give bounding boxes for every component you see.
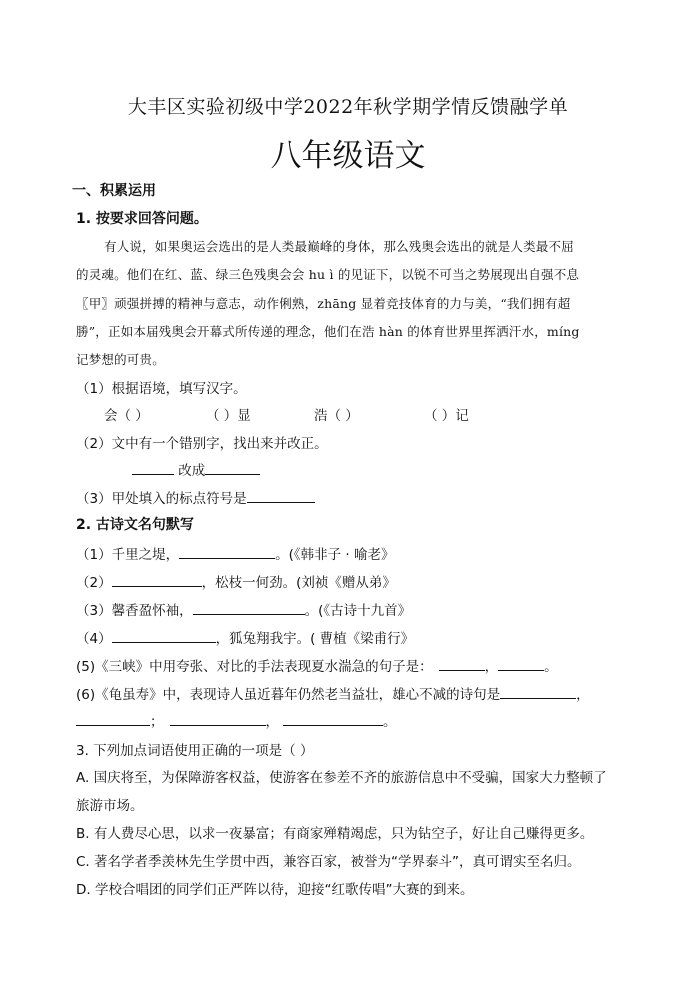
poem-item-6-cont — [76, 710, 397, 730]
poem-blank-5a[interactable] — [439, 658, 485, 671]
poem-item-3-pre: （3）馨香盈怀袖， — [76, 603, 193, 619]
poem-blank-2[interactable] — [112, 574, 202, 587]
poem-blank-6d[interactable] — [283, 713, 383, 726]
question-3-title: 3. 下列加点词语使用正确的一项是（ ） — [76, 743, 314, 759]
section-title: 一、积累运用 — [72, 183, 156, 199]
poem-item-6-period: 。 — [383, 714, 397, 730]
q1-sub3-label: （3）甲处填入的标点符号是 — [76, 491, 247, 507]
passage-line-3: 〖甲〗顽强拼搏的精神与意志，动作俐熟，zhāng 显着竞技体育的力与美，“我们拥有超 — [76, 296, 571, 311]
correction-label: 改成 — [178, 463, 206, 479]
poem-item-1 — [76, 543, 394, 563]
poem-item-4-post: ，狐兔翔我宇。( 曹植《梁甫行》 — [215, 631, 415, 647]
word-blank-4: （ ）记 — [424, 408, 469, 424]
q1-sub1: （1）根据语境，填写汉字。 — [76, 381, 247, 397]
poem-item-5-text: (5)《三峡》中用夸张、对比的手法表现夏水湍急的句子是： — [76, 659, 433, 675]
poem-item-5-comma: ， — [484, 659, 499, 675]
passage-line-5: 记梦想的可贵。 — [76, 352, 165, 367]
poem-item-2 — [76, 571, 396, 591]
school-title: 大丰区实验初级中学2022年秋学期学情反馈融学单 — [127, 96, 569, 118]
poem-item-6-semicolon: ； — [150, 714, 164, 730]
poem-blank-5b[interactable] — [498, 658, 544, 671]
wrong-char-blank[interactable] — [132, 462, 174, 475]
poem-item-3-post: 。(《古诗十九首》 — [304, 603, 412, 619]
poem-blank-4[interactable] — [112, 630, 216, 643]
poem-item-5 — [76, 655, 558, 675]
passage-line-4: 勝”，正如本届残奥会开幕式所传递的理念，他们在浩 hàn 的体育世界里挥洒汗水，míng — [76, 324, 580, 339]
poem-item-5-period: 。 — [544, 659, 558, 675]
poem-item-6 — [76, 683, 590, 703]
poem-blank-6b[interactable] — [76, 713, 150, 726]
passage-line-2: 的灵魂。他们在红、蓝、绿三色残奥会会 hu ì 的见证下，以锐不可当之势展现出自强不息 — [76, 267, 580, 282]
q1-sub3 — [76, 487, 315, 507]
poem-item-4-pre: （4） — [76, 631, 112, 647]
option-a-line-1: A. 国庆将至，为保障游客权益，使游客在参差不齐的旅游信息中不受骗，国家大力整顿了 — [76, 770, 607, 786]
word-blank-3: 浩（ ） — [314, 408, 359, 424]
q1-sub2: （2）文中有一个错别字，找出来并改正。 — [76, 436, 328, 452]
poem-blank-6a[interactable] — [500, 686, 576, 699]
word-blank-1: 会（ ） — [104, 408, 149, 424]
correction-line — [132, 459, 260, 479]
option-c: C. 著名学者季羡林先生学贯中西，兼容百家，被誉为“学界泰斗”，真可谓实至名归。 — [76, 854, 581, 870]
poem-blank-6c[interactable] — [170, 713, 266, 726]
poem-item-4 — [76, 627, 414, 647]
poem-blank-3[interactable] — [193, 602, 305, 615]
poem-item-2-post: ，松枝一何劲。(刘祯《赠从弟》 — [201, 575, 396, 591]
question-1-title: 1. 按要求回答问题。 — [76, 211, 208, 227]
option-d: D. 学校合唱团的同学们正严阵以待，迎接“红歌传唱”大赛的到来。 — [76, 882, 474, 898]
poem-item-6-text: (6)《龟虽寿》中，表现诗人虽近暮年仍然老当益壮，雄心不减的诗句是 — [76, 687, 501, 703]
passage-line-1: 有人说，如果奥运会选出的是人类最巅峰的身体，那么残奥会选出的就是人类最不屈 — [104, 239, 574, 254]
poem-item-3 — [76, 599, 411, 619]
poem-item-6-comma: ， — [576, 687, 590, 703]
word-blank-2: （ ）显 — [206, 408, 251, 424]
correct-char-blank[interactable] — [205, 462, 260, 475]
option-b: B. 有人费尽心思，以求一夜暴富；有商家殚精竭虑，只为钻空子，好让自己赚得更多。 — [76, 826, 594, 842]
question-2-title: 2. 古诗文名句默写 — [76, 517, 194, 533]
poem-blank-1[interactable] — [179, 546, 275, 559]
option-a-line-2: 旅游市场。 — [76, 798, 144, 814]
poem-item-6-comma-2: ， — [265, 714, 279, 730]
poem-item-2-pre: （2） — [76, 575, 112, 591]
punctuation-blank[interactable] — [247, 490, 315, 503]
subject-title: 八年级语文 — [270, 138, 426, 174]
poem-item-1-post: 。(《韩非子 · 喻老》 — [275, 547, 395, 563]
poem-item-1-pre: （1）千里之堤， — [76, 547, 180, 563]
